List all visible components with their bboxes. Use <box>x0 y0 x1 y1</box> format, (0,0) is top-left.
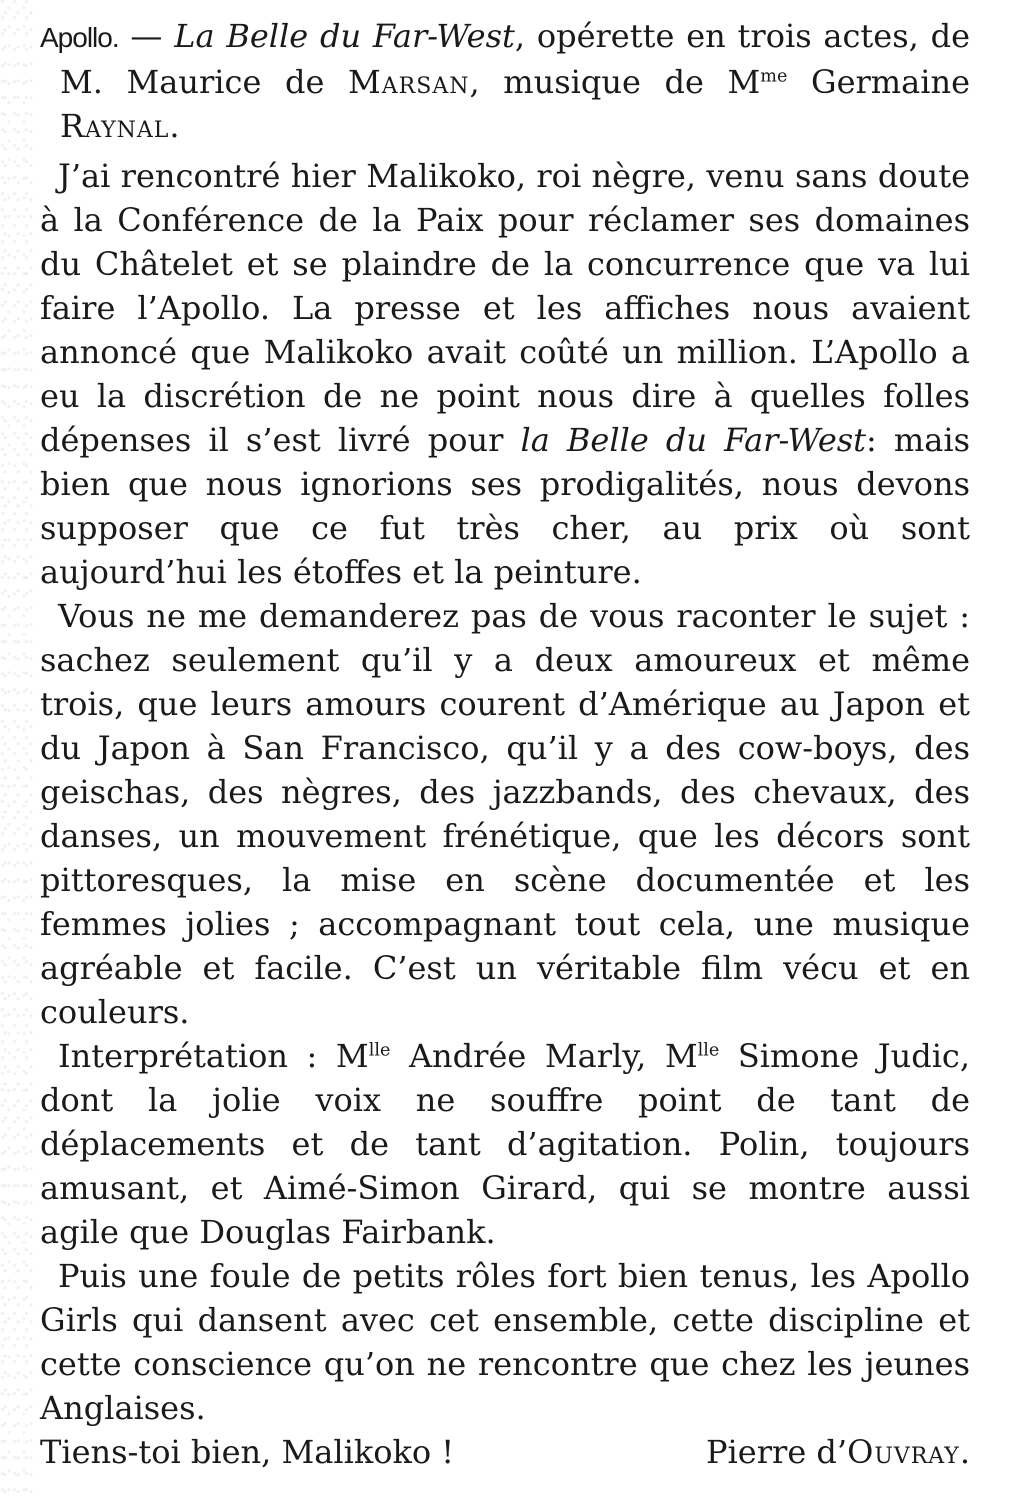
title-superscript: me <box>760 66 788 87</box>
author-name: Marsan <box>348 63 470 101</box>
header-description: , opérette en trois actes, de M. Maurice de <box>60 17 971 101</box>
cast-superscript-2: lle <box>697 1040 720 1061</box>
scan-left-margin <box>0 0 34 1500</box>
composer-last-name: Raynal <box>60 107 170 145</box>
paragraph-1-title: la Belle du Far-West <box>520 421 867 459</box>
header-period: . <box>169 107 180 145</box>
header-dash: — <box>130 17 163 55</box>
paragraph-1-text-b: : mais bien que nous ignorions ses prodigalités, nous devons supposer que ce fut très cher, au prix où sont aujourd’hui les étoffes et la peinture. <box>40 421 971 591</box>
venue-name: Apollo. <box>40 22 119 53</box>
cast-lead: Interprétation : M <box>58 1037 369 1075</box>
composer-first-name: Germaine <box>787 63 971 101</box>
paragraph-2-text: Vous ne me demanderez pas de vous raconter le sujet : sachez seulement qu’il y a deux amoureux et même trois, que leurs amours courent d’Amérique au Japon et du Japon à San Francisco, qu’il y a des cow-boys, des geischas, des nègres, des jazzbands, des chevaux, des danses, un mouvement frénétique, que les décors sont pittoresques, la mise en scène documentée et les femmes jolies ; accompagnant tout cela, une musique agréable et facile. C’est un véritable film vécu et en couleurs. <box>40 597 970 1031</box>
closing-line <box>40 1430 970 1474</box>
closing-exclamation: Tiens-toi bien, Malikoko ! <box>40 1433 455 1471</box>
paragraph-minor-roles <box>40 1254 970 1430</box>
cast-name-1: Andrée Marly, M <box>390 1037 698 1075</box>
paragraph-malikoko <box>40 154 970 594</box>
cast-rest: Simone Judic, dont la jolie voix ne souffre point de tant de déplacements et de tant d’agitation. Polin, toujours amusant, et Aimé-Simon Girard, qui se montre aussi agile que Douglas Fairbank. <box>40 1037 971 1251</box>
music-credit: , musique de M <box>469 63 761 101</box>
article-header <box>40 14 970 148</box>
paragraph-cast <box>40 1034 970 1254</box>
paragraph-plot <box>40 594 970 1034</box>
signature-first: Pierre d’ <box>706 1433 848 1471</box>
cast-superscript-1: lle <box>368 1040 391 1061</box>
signature-end: . <box>959 1433 970 1471</box>
review-article <box>40 14 970 1474</box>
work-title: La Belle du Far-West <box>174 17 515 55</box>
paragraph-4-text: Puis une foule de petits rôles fort bien tenus, les Apollo Girls qui dansent avec cet ensemble, cette discipline et cette conscience qu’on ne rencontre que chez les jeunes Anglaises. <box>40 1257 970 1427</box>
signature <box>706 1430 970 1474</box>
paragraph-1-text-a: J’ai rencontré hier Malikoko, roi nègre, venu sans doute à la Conférence de la Paix pour réclamer ses domaines du Châtelet et se plaindre de la concurrence que va lui faire l’Apollo. La presse et les affiches nous avaient annoncé que Malikoko avait coûté un million. L’Apollo a eu la discrétion de ne point nous dire à quelles folles dépenses il s’est livré pour <box>40 157 970 459</box>
signature-last: Ouvray <box>847 1433 960 1471</box>
